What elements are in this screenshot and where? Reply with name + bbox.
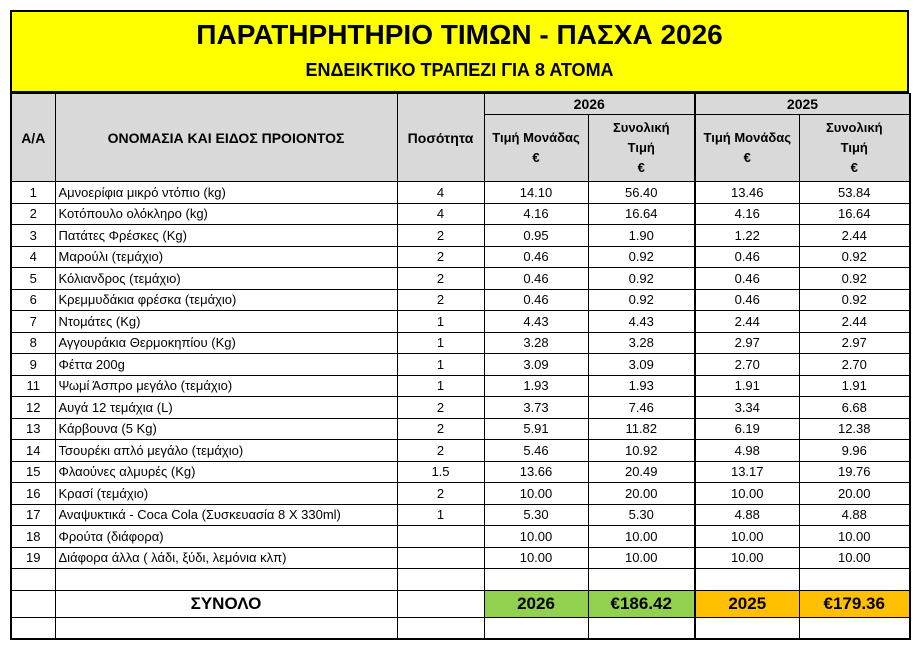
cell-product-name: Κρασί (τεμάχιο) bbox=[55, 483, 397, 505]
unit-price-label: Τιμή Μονάδας bbox=[492, 130, 580, 145]
cell-total-price-2026: 11.82 bbox=[588, 418, 695, 440]
cell-qty: 2 bbox=[397, 225, 484, 247]
cell-product-name: Αγγουράκια Θερμοκηπίου (Kg) bbox=[55, 332, 397, 354]
cell-unit-price-2025: 13.46 bbox=[695, 182, 799, 204]
total-price-label-2: Τιμή bbox=[627, 140, 655, 155]
cell-unit-price-2025: 2.44 bbox=[695, 311, 799, 333]
cell-no: 18 bbox=[11, 526, 55, 548]
cell-product-name: Φρούτα (διάφορα) bbox=[55, 526, 397, 548]
table-row bbox=[11, 182, 910, 204]
cell-total-price-2025: 2.97 bbox=[799, 332, 910, 354]
cell-total-price-2025: 16.64 bbox=[799, 203, 910, 225]
cell-no: 6 bbox=[11, 289, 55, 311]
header-product: ΟΝΟΜΑΣΙΑ ΚΑΙ ΕΙΔΟΣ ΠΡΟΙΟΝΤΟΣ bbox=[55, 94, 397, 182]
table-row bbox=[11, 418, 910, 440]
cell-unit-price-2025: 2.97 bbox=[695, 332, 799, 354]
empty-cell bbox=[55, 617, 397, 639]
cell-unit-price-2025: 3.34 bbox=[695, 397, 799, 419]
cell-unit-price-2026: 0.95 bbox=[484, 225, 588, 247]
cell-total-price-2025: 19.76 bbox=[799, 461, 910, 483]
cell-no: 1 bbox=[11, 182, 55, 204]
total-empty-cell bbox=[397, 590, 484, 617]
header-unit-price-2025 bbox=[695, 115, 799, 182]
cell-total-price-2025: 4.88 bbox=[799, 504, 910, 526]
cell-total-price-2026: 0.92 bbox=[588, 246, 695, 268]
cell-unit-price-2025: 4.16 bbox=[695, 203, 799, 225]
empty-cell bbox=[799, 569, 910, 591]
cell-product-name: Αναψυκτικά - Coca Cola (Συσκευασία 8 Χ 330ml) bbox=[55, 504, 397, 526]
cell-total-price-2026: 0.92 bbox=[588, 289, 695, 311]
total-year-2026: 2026 bbox=[484, 590, 588, 617]
cell-no: 17 bbox=[11, 504, 55, 526]
cell-product-name: Κοτόπουλο ολόκληρο (kg) bbox=[55, 203, 397, 225]
cell-total-price-2025: 0.92 bbox=[799, 289, 910, 311]
cell-qty bbox=[397, 547, 484, 569]
cell-total-price-2026: 20.00 bbox=[588, 483, 695, 505]
cell-unit-price-2026: 10.00 bbox=[484, 526, 588, 548]
cell-total-price-2026: 56.40 bbox=[588, 182, 695, 204]
cell-total-price-2025: 0.92 bbox=[799, 246, 910, 268]
cell-qty: 2 bbox=[397, 440, 484, 462]
cell-total-price-2025: 20.00 bbox=[799, 483, 910, 505]
cell-qty: 1 bbox=[397, 332, 484, 354]
cell-no: 12 bbox=[11, 397, 55, 419]
cell-qty: 4 bbox=[397, 182, 484, 204]
cell-unit-price-2026: 14.10 bbox=[484, 182, 588, 204]
cell-product-name: Κόλιανδρος (τεμάχιο) bbox=[55, 268, 397, 290]
header-year-2026: 2026 bbox=[484, 94, 695, 115]
page-title: ΠΑΡΑΤΗΡΗΤΗΡΙΟ ΤΙΜΩΝ - ΠΑΣΧΑ 2026 bbox=[196, 19, 723, 50]
empty-cell bbox=[397, 569, 484, 591]
cell-product-name: Τσουρέκι απλό μεγάλο (τεμάχιο) bbox=[55, 440, 397, 462]
empty-row bbox=[11, 569, 910, 591]
table-row bbox=[11, 504, 910, 526]
cell-product-name: Ντομάτες (Kg) bbox=[55, 311, 397, 333]
page-subtitle: ΕΝΔΕΙΚΤΙΚΟ ΤΡΑΠΕΖΙ ΓΙΑ 8 ΑΤΟΜΑ bbox=[305, 60, 614, 80]
cell-unit-price-2025: 0.46 bbox=[695, 268, 799, 290]
cell-total-price-2026: 3.28 bbox=[588, 332, 695, 354]
empty-cell bbox=[11, 617, 55, 639]
unit-price-label: Τιμή Μονάδας bbox=[703, 130, 791, 145]
cell-total-price-2026: 1.90 bbox=[588, 225, 695, 247]
cell-no: 14 bbox=[11, 440, 55, 462]
cell-qty: 1 bbox=[397, 311, 484, 333]
cell-product-name: Ψωμί Άσπρο μεγάλο (τεμάχιο) bbox=[55, 375, 397, 397]
empty-row bbox=[11, 617, 910, 639]
cell-unit-price-2026: 0.46 bbox=[484, 246, 588, 268]
cell-product-name: Πατάτες Φρέσκες (Kg) bbox=[55, 225, 397, 247]
total-sum-2025: €179.36 bbox=[799, 590, 910, 617]
cell-unit-price-2025: 10.00 bbox=[695, 547, 799, 569]
cell-product-name: Αμνοερίφια μικρό ντόπιο (kg) bbox=[55, 182, 397, 204]
cell-unit-price-2025: 0.46 bbox=[695, 289, 799, 311]
currency-label: € bbox=[743, 150, 751, 165]
cell-total-price-2026: 5.30 bbox=[588, 504, 695, 526]
cell-unit-price-2026: 3.28 bbox=[484, 332, 588, 354]
table-row bbox=[11, 375, 910, 397]
header-no: Α/Α bbox=[11, 94, 55, 182]
table-row bbox=[11, 289, 910, 311]
empty-cell bbox=[695, 617, 799, 639]
cell-qty: 1 bbox=[397, 504, 484, 526]
cell-qty bbox=[397, 526, 484, 548]
cell-unit-price-2025: 6.19 bbox=[695, 418, 799, 440]
cell-qty: 2 bbox=[397, 397, 484, 419]
cell-total-price-2025: 6.68 bbox=[799, 397, 910, 419]
cell-qty: 1.5 bbox=[397, 461, 484, 483]
cell-total-price-2026: 0.92 bbox=[588, 268, 695, 290]
empty-cell bbox=[695, 569, 799, 591]
cell-product-name: Μαρούλι (τεμάχιο) bbox=[55, 246, 397, 268]
cell-unit-price-2025: 13.17 bbox=[695, 461, 799, 483]
empty-cell bbox=[11, 569, 55, 591]
total-price-label-1: Συνολική bbox=[825, 120, 883, 135]
cell-unit-price-2026: 5.46 bbox=[484, 440, 588, 462]
currency-label: € bbox=[850, 160, 858, 175]
cell-product-name: Αυγά 12 τεμάχια (L) bbox=[55, 397, 397, 419]
cell-total-price-2026: 7.46 bbox=[588, 397, 695, 419]
cell-qty: 2 bbox=[397, 483, 484, 505]
header-total-price-2025 bbox=[799, 115, 910, 182]
cell-unit-price-2026: 0.46 bbox=[484, 268, 588, 290]
cell-total-price-2026: 3.09 bbox=[588, 354, 695, 376]
price-sheet bbox=[10, 10, 909, 640]
table-row bbox=[11, 461, 910, 483]
empty-cell bbox=[484, 617, 588, 639]
cell-total-price-2025: 10.00 bbox=[799, 526, 910, 548]
cell-total-price-2026: 1.93 bbox=[588, 375, 695, 397]
cell-unit-price-2025: 1.91 bbox=[695, 375, 799, 397]
total-label: ΣΥΝΟΛΟ bbox=[55, 590, 397, 617]
cell-qty: 2 bbox=[397, 289, 484, 311]
price-table bbox=[10, 93, 911, 640]
empty-cell bbox=[799, 617, 910, 639]
cell-total-price-2025: 2.44 bbox=[799, 225, 910, 247]
header-year-2025: 2025 bbox=[695, 94, 910, 115]
cell-no: 19 bbox=[11, 547, 55, 569]
empty-cell bbox=[397, 617, 484, 639]
cell-total-price-2025: 2.44 bbox=[799, 311, 910, 333]
header-unit-price-2026 bbox=[484, 115, 588, 182]
cell-unit-price-2026: 5.30 bbox=[484, 504, 588, 526]
total-price-label-1: Συνολική bbox=[612, 120, 670, 135]
cell-product-name: Κάρβουνα (5 Kg) bbox=[55, 418, 397, 440]
cell-unit-price-2025: 10.00 bbox=[695, 526, 799, 548]
total-empty-cell bbox=[11, 590, 55, 617]
cell-qty: 2 bbox=[397, 268, 484, 290]
cell-unit-price-2025: 2.70 bbox=[695, 354, 799, 376]
cell-no: 11 bbox=[11, 375, 55, 397]
cell-unit-price-2025: 0.46 bbox=[695, 246, 799, 268]
total-price-label-2: Τιμή bbox=[840, 140, 868, 155]
cell-total-price-2026: 20.49 bbox=[588, 461, 695, 483]
cell-no: 15 bbox=[11, 461, 55, 483]
table-row bbox=[11, 397, 910, 419]
empty-cell bbox=[484, 569, 588, 591]
cell-no: 5 bbox=[11, 268, 55, 290]
cell-product-name: Φέττα 200g bbox=[55, 354, 397, 376]
cell-no: 9 bbox=[11, 354, 55, 376]
cell-total-price-2025: 10.00 bbox=[799, 547, 910, 569]
cell-qty: 2 bbox=[397, 246, 484, 268]
cell-unit-price-2026: 10.00 bbox=[484, 547, 588, 569]
table-row bbox=[11, 225, 910, 247]
cell-no: 13 bbox=[11, 418, 55, 440]
empty-cell bbox=[588, 617, 695, 639]
total-row bbox=[11, 590, 910, 617]
table-row bbox=[11, 483, 910, 505]
table-row bbox=[11, 246, 910, 268]
cell-total-price-2026: 10.92 bbox=[588, 440, 695, 462]
table-row bbox=[11, 332, 910, 354]
empty-cell bbox=[55, 569, 397, 591]
total-year-2025: 2025 bbox=[695, 590, 799, 617]
cell-total-price-2026: 10.00 bbox=[588, 526, 695, 548]
cell-unit-price-2026: 10.00 bbox=[484, 483, 588, 505]
currency-label: € bbox=[532, 150, 540, 165]
table-row bbox=[11, 203, 910, 225]
cell-no: 7 bbox=[11, 311, 55, 333]
cell-unit-price-2026: 5.91 bbox=[484, 418, 588, 440]
cell-product-name: Κρεμμυδάκια φρέσκα (τεμάχιο) bbox=[55, 289, 397, 311]
cell-product-name: Φλαούνες αλμυρές (Kg) bbox=[55, 461, 397, 483]
cell-unit-price-2026: 3.73 bbox=[484, 397, 588, 419]
cell-unit-price-2026: 4.43 bbox=[484, 311, 588, 333]
cell-total-price-2026: 16.64 bbox=[588, 203, 695, 225]
cell-total-price-2025: 2.70 bbox=[799, 354, 910, 376]
cell-total-price-2025: 12.38 bbox=[799, 418, 910, 440]
cell-unit-price-2026: 4.16 bbox=[484, 203, 588, 225]
table-row bbox=[11, 354, 910, 376]
cell-total-price-2026: 4.43 bbox=[588, 311, 695, 333]
cell-unit-price-2025: 4.98 bbox=[695, 440, 799, 462]
total-sum-2026: €186.42 bbox=[588, 590, 695, 617]
cell-total-price-2025: 0.92 bbox=[799, 268, 910, 290]
cell-no: 16 bbox=[11, 483, 55, 505]
currency-label: € bbox=[637, 160, 645, 175]
cell-unit-price-2026: 0.46 bbox=[484, 289, 588, 311]
cell-no: 4 bbox=[11, 246, 55, 268]
table-row bbox=[11, 311, 910, 333]
cell-no: 3 bbox=[11, 225, 55, 247]
empty-cell bbox=[588, 569, 695, 591]
table-row bbox=[11, 547, 910, 569]
table-row bbox=[11, 268, 910, 290]
cell-total-price-2025: 9.96 bbox=[799, 440, 910, 462]
cell-no: 2 bbox=[11, 203, 55, 225]
cell-unit-price-2025: 1.22 bbox=[695, 225, 799, 247]
table-row bbox=[11, 526, 910, 548]
header-qty: Ποσότητα bbox=[397, 94, 484, 182]
title-banner bbox=[10, 10, 909, 93]
cell-unit-price-2025: 10.00 bbox=[695, 483, 799, 505]
cell-qty: 4 bbox=[397, 203, 484, 225]
cell-product-name: Διάφορα άλλα ( λάδι, ξύδι, λεμόνια κλπ) bbox=[55, 547, 397, 569]
cell-total-price-2025: 53.84 bbox=[799, 182, 910, 204]
table-row bbox=[11, 440, 910, 462]
cell-qty: 1 bbox=[397, 375, 484, 397]
cell-qty: 2 bbox=[397, 418, 484, 440]
cell-unit-price-2026: 3.09 bbox=[484, 354, 588, 376]
cell-total-price-2026: 10.00 bbox=[588, 547, 695, 569]
cell-no: 8 bbox=[11, 332, 55, 354]
cell-unit-price-2026: 1.93 bbox=[484, 375, 588, 397]
cell-total-price-2025: 1.91 bbox=[799, 375, 910, 397]
cell-qty: 1 bbox=[397, 354, 484, 376]
cell-unit-price-2025: 4.88 bbox=[695, 504, 799, 526]
header-total-price-2026 bbox=[588, 115, 695, 182]
cell-unit-price-2026: 13.66 bbox=[484, 461, 588, 483]
